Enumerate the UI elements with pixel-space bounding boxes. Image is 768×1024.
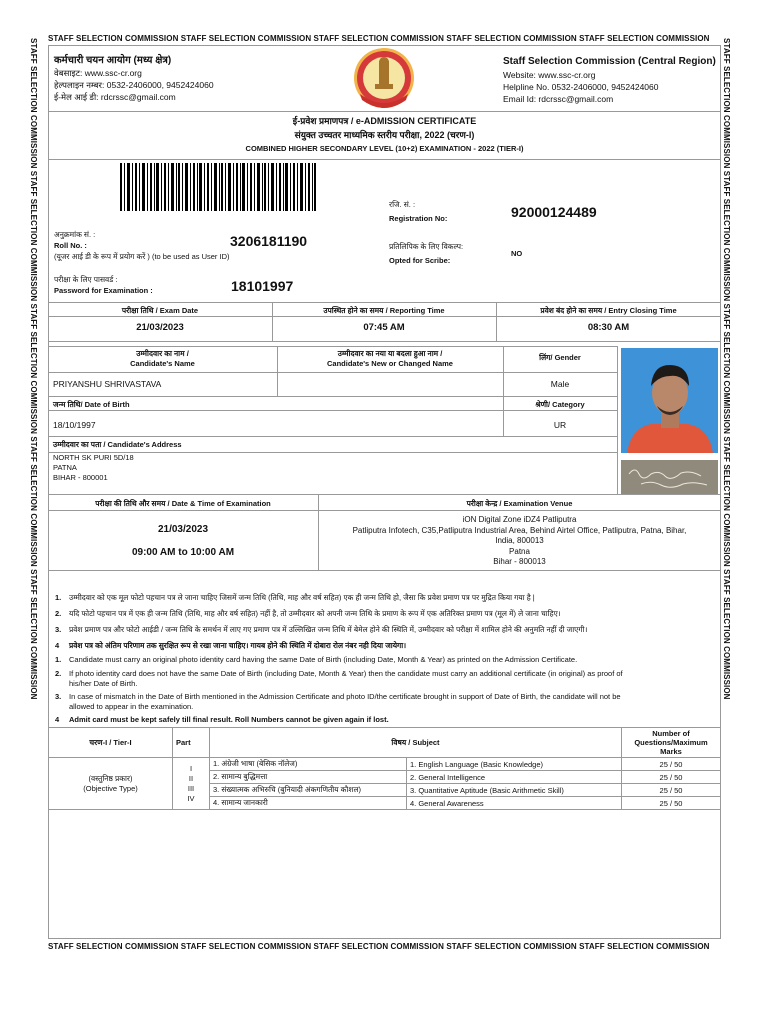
name-label: उम्मीदवार का नाम / Candidate's Name: [130, 349, 195, 368]
subject-en-3: 3. Quantitative Aptitude (Basic Arithmetic Skill): [407, 784, 622, 797]
subject-hi-2: 2. सामान्य बुद्धिमत्ता: [210, 771, 407, 784]
marks-4: 25 / 50: [622, 797, 721, 810]
org-title-english: Staff Selection Commission (Central Region): [503, 56, 716, 67]
scribe-value: NO: [511, 249, 523, 258]
exam-datetime-label: परीक्षा की तिथि और समय / Date & Time of Examination: [95, 499, 271, 508]
parts-list: I II III IV: [173, 758, 210, 810]
subject-en-1: 1. English Language (Basic Knowledge): [407, 758, 622, 771]
title-line-2: संयुक्त उच्चतर माध्यमिक स्तरीय परीक्षा, 2022 (चरण-I): [294, 130, 475, 140]
candidate-gender: Male: [550, 379, 570, 389]
reporting-time: 07:45 AM: [363, 322, 405, 333]
subject-en-2: 2. General Intelligence: [407, 771, 622, 784]
title-line-1: ई-प्रवेश प्रमाणपत्र / e-ADMISSION CERTIFICATE: [292, 116, 477, 126]
header-left: [54, 55, 214, 103]
gender-label: लिंग/ Gender: [539, 353, 581, 362]
marks-3: 25 / 50: [622, 784, 721, 797]
email-hindi: ई-मेल आई डी: rdcrssc@gmail.com: [54, 92, 176, 102]
tier-header: चरण-I / Tier-I: [49, 728, 173, 758]
website-hindi: वेबसाइट: www.ssc-cr.org: [54, 68, 142, 78]
border-text-bottom: STAFF SELECTION COMMISSION STAFF SELECTION COMMISSION STAFF SELECTION COMMISSION STAFF SELECTION COMMISSION STAFF SELECTION COMMISSION: [48, 942, 710, 951]
candidate-address: NORTH SK PURI 5D/18 PATNA BIHAR - 800001: [53, 453, 134, 482]
objective-type: (वस्तुनिष्ठ प्रकार) (Objective Type): [49, 758, 173, 810]
entry-closing-time: 08:30 AM: [587, 322, 630, 333]
helpline-english: Helpline No. 0532-2406000, 9452424060: [503, 82, 659, 92]
candidate-dob: 18/10/1997: [53, 420, 96, 430]
marks-2: 25 / 50: [622, 771, 721, 784]
exam-time: 09:00 AM to 10:00 AM: [131, 547, 235, 558]
website-english: Website: www.ssc-cr.org: [503, 70, 596, 80]
header-right: [503, 55, 716, 105]
email-english: Email Id: rdcrssc@gmail.com: [503, 94, 614, 104]
registration-label: रजि. सं. : Registration No:: [389, 200, 448, 223]
border-text-top: STAFF SELECTION COMMISSION STAFF SELECTION COMMISSION STAFF SELECTION COMMISSION STAFF SELECTION COMMISSION STAFF SELECTION COMMISSION: [48, 34, 710, 43]
exam-date-label: परीक्षा तिथि / Exam Date: [121, 306, 199, 315]
exam-date: 21/03/2023: [136, 322, 184, 333]
candidate-photo: [621, 348, 718, 453]
roll-number: 3206181190: [230, 233, 308, 249]
subject-hi-3: 3. संख्यात्मक अभिरुचि (बुनियादी अंकगणितीय कौशल): [210, 784, 407, 797]
exam-date-venue: 21/03/2023: [157, 524, 209, 535]
helpline-hindi: हेल्पलाइन नम्बर: 0532-2406000, 9452424060: [54, 80, 214, 90]
border-text-right: STAFF SELECTION COMMISSION STAFF SELECTION COMMISSION STAFF SELECTION COMMISSION STAFF SELECTION COMMISSION STAFF SELECTION COMMISSION: [722, 38, 731, 700]
candidate-signature: [621, 460, 718, 494]
roll-label: अनुक्रमांक सं. : Roll No. : (यूजर आई डी के रूप में प्रयोग करें ) (to be used as User ID): [54, 230, 230, 261]
subject-hi-4: 4. सामान्य जानकारी: [210, 797, 407, 810]
scribe-label: प्रतिलिपिक के लिए विकल्प: Opted for Scribe:: [389, 242, 464, 265]
entry-closing-label: प्रवेश बंद होने का समय / Entry Closing Time: [540, 306, 677, 315]
exam-venue-address: iON Digital Zone iDZ4 Patliputra Patliputra Infotech, C35,Patliputra Industrial Area, Behind Airtel Office, Patliputra, Patna, Bihar, India, 800013 Patna Bihar - 800013: [352, 515, 687, 566]
ssc-emblem-icon: [346, 46, 422, 112]
subjects-table: [48, 727, 721, 810]
subject-en-4: 4. General Awareness: [407, 797, 622, 810]
dob-label: जन्म तिथि/ Date of Birth: [53, 400, 130, 409]
candidate-category: UR: [553, 420, 567, 430]
address-label: उम्मीदवार का पता / Candidate's Address: [53, 440, 182, 449]
password-value: 18101997: [231, 278, 294, 294]
subject-header: विषय / Subject: [210, 728, 622, 758]
marks-1: 25 / 50: [622, 758, 721, 771]
org-title-hindi: कर्मचारी चयन आयोग (मध्य क्षेत्र): [54, 55, 172, 66]
part-header: Part: [173, 728, 210, 758]
document-title: [48, 114, 721, 155]
candidate-name: PRIYANSHU SHRIVASTAVA: [53, 379, 162, 389]
marks-header: Number of Questions/Maximum Marks: [622, 728, 721, 758]
title-line-3: COMBINED HIGHER SECONDARY LEVEL (10+2) EXAMINATION - 2022 (TIER-I): [245, 144, 524, 153]
reporting-time-label: उपस्थित होने का समय / Reporting Time: [323, 306, 445, 315]
category-label: श्रेणी/ Category: [535, 400, 585, 409]
exam-venue-label: परीक्षा केन्द्र / Examination Venue: [466, 499, 573, 508]
password-label: परीक्षा के लिए पासवर्ड : Password for Examination :: [54, 275, 153, 295]
border-text-left: STAFF SELECTION COMMISSION STAFF SELECTION COMMISSION STAFF SELECTION COMMISSION STAFF SELECTION COMMISSION STAFF SELECTION COMMISSION: [29, 38, 38, 700]
barcode-icon: [120, 163, 316, 211]
new-name-label: उम्मीदवार का नया या बदला हुआ नाम / Candidate's New or Changed Name: [327, 349, 453, 368]
subject-hi-1: 1. अंग्रेजी भाषा (बेसिक नॉलेज): [210, 758, 407, 771]
registration-number: 92000124489: [511, 204, 597, 220]
